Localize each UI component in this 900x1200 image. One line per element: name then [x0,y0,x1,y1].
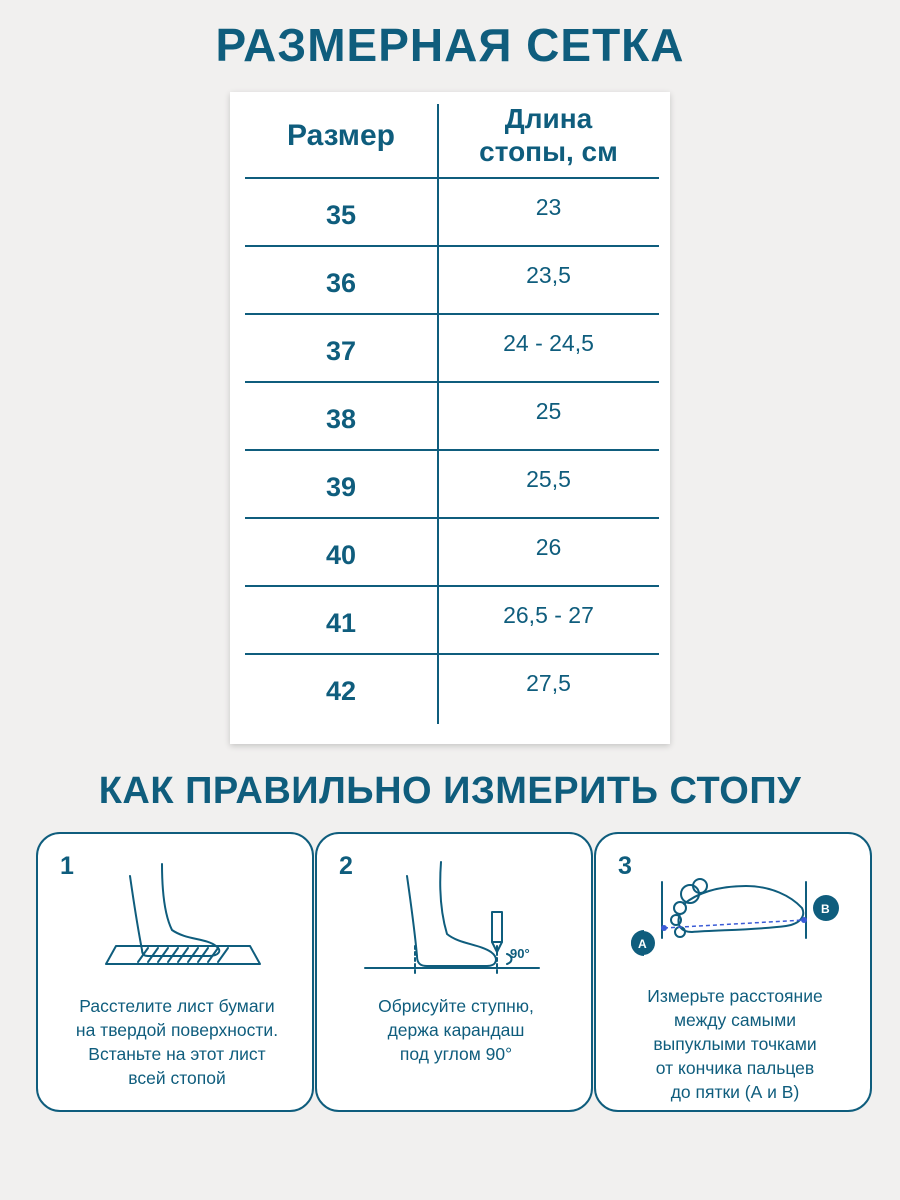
header-length-line1: Длина [504,103,593,134]
step-number: 1 [60,852,74,880]
cell-length: 24 - 24,5 [503,329,594,356]
cell-size: 36 [325,267,357,298]
table-header [245,92,659,179]
header-length [438,102,659,172]
step-line: от кончика пальцев [655,1058,815,1078]
step-card-2 [315,832,593,1112]
header-size: Размер [286,118,396,152]
cell-length: 26 [535,533,562,560]
point-a-label: A [638,937,647,951]
cell-length: 27,5 [526,669,571,696]
angle-label: 90° [510,946,530,961]
cell-size: 42 [325,675,357,706]
step-line: держа карандаш [387,1020,525,1040]
step-description [606,984,864,1104]
step-line: Измерьте расстояние [647,986,823,1006]
step-line: под углом 90° [399,1044,513,1064]
table-row [245,315,659,383]
step-card-1 [36,832,314,1112]
table-row [245,587,659,655]
pencil-trace-foot-icon [317,834,595,994]
cell-length: 25,5 [526,465,571,492]
table-row [245,179,659,247]
table-row [245,655,659,723]
cell-size: 39 [325,471,357,502]
step-card-3 [594,832,872,1112]
header-length-line2: стопы, см [479,136,618,167]
step-description [48,994,306,1090]
point-b-label: B [821,902,830,916]
cell-size: 38 [325,403,357,434]
step-line: между самыми [674,1010,796,1030]
step-number: 3 [618,852,632,880]
step-line: всей стопой [128,1068,226,1088]
table-body [245,179,659,723]
step-line: Расстелите лист бумаги [79,996,275,1016]
foot-on-paper-icon [38,834,316,994]
step-number: 2 [339,852,353,880]
table-row [245,519,659,587]
step-line: выпуклыми точками [653,1034,817,1054]
cell-length: 23,5 [526,261,571,288]
step-line: до пятки (А и В) [670,1082,800,1102]
cell-length: 23 [535,193,562,220]
table-row [245,247,659,315]
table-row [245,451,659,519]
cell-size: 35 [325,199,357,230]
foot-measure-icon [596,834,874,994]
cell-size: 37 [325,335,357,366]
page-title: РАЗМЕРНАЯ СЕТКА [215,19,685,71]
cell-length: 25 [535,397,562,424]
step-line: Встаньте на этот лист [88,1044,266,1064]
cell-length: 26,5 - 27 [503,601,594,628]
size-table [230,92,670,744]
howto-title: КАК ПРАВИЛЬНО ИЗМЕРИТЬ СТОПУ [98,770,802,812]
cell-size: 40 [325,539,357,570]
step-line: на твердой поверхности. [75,1020,279,1040]
step-description [327,994,585,1066]
table-row [245,383,659,451]
cell-size: 41 [325,607,357,638]
step-line: Обрисуйте ступню, [378,996,534,1016]
